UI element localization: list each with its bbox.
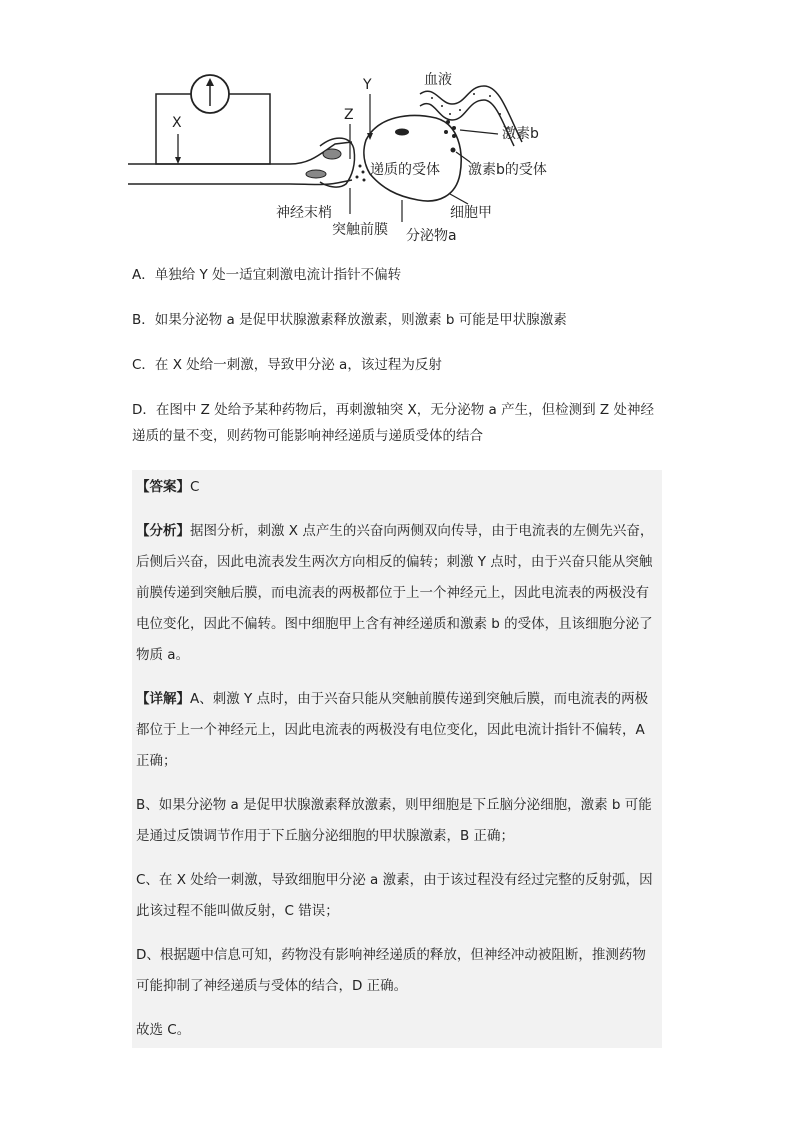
detail-b-paragraph: B、如果分泌物 a 是促甲状腺激素释放激素，则甲细胞是下丘脑分泌细胞，激素 b 可能是通过反馈调节作用于下丘脑分泌细胞的甲状腺激素，B 正确； bbox=[136, 797, 652, 844]
detail-label: 【详解】 bbox=[136, 691, 190, 707]
label-nerve-terminal: 神经末梢 bbox=[276, 205, 332, 221]
label-secretion-a: 分泌物a bbox=[406, 228, 457, 244]
answer-value: C bbox=[190, 479, 200, 495]
option-d: D．在图中 Z 处给予某种药物后，再刺激轴突 X，无分泌物 a 产生，但检测到 Z 处神经 bbox=[132, 402, 654, 418]
answer-line bbox=[132, 472, 662, 503]
nerve-terminal-shape bbox=[320, 138, 355, 187]
option-a: A．单独给 Y 处一适宜刺激电流计指针不偏转 bbox=[132, 267, 402, 283]
label-blood: 血液 bbox=[424, 72, 452, 88]
detail-a-text: A、刺激 Y 点时，由于兴奋只能从突触前膜传递到突触后膜，而电流表的两极都位于上一个神经元上，因此电流表的两极没有电位变化，因此电流计指针不偏转，A 正确； bbox=[136, 691, 649, 769]
detail-a-paragraph bbox=[132, 684, 662, 777]
answer-label: 【答案】 bbox=[136, 479, 190, 495]
axon-bottom bbox=[128, 180, 352, 185]
conclusion: 故选 C。 bbox=[136, 1022, 191, 1038]
diagram-svg bbox=[120, 64, 580, 254]
label-cell-jia: 细胞甲 bbox=[450, 205, 492, 221]
label-transmitter-receptor: 递质的受体 bbox=[370, 162, 440, 178]
label-hormone-b: 激素b bbox=[502, 126, 539, 142]
option-d-continued: 递质的量不变，则药物可能影响神经递质与递质受体的结合 bbox=[132, 428, 483, 444]
analysis-paragraph bbox=[132, 516, 662, 671]
axon-top bbox=[128, 142, 352, 164]
label-hormone-b-receptor: 激素b的受体 bbox=[468, 162, 547, 178]
option-b: B．如果分泌物 a 是促甲状腺激素释放激素，则激素 b 可能是甲状腺激素 bbox=[132, 312, 567, 328]
blood-vessel-bottom bbox=[420, 100, 514, 146]
label-z: Z bbox=[344, 107, 354, 123]
vesicle bbox=[306, 170, 326, 178]
detail-d-paragraph: D、根据题中信息可知，药物没有影响神经递质的释放，但神经冲动被阻断，推测药物可能抑制了神经递质与受体的结合，D 正确。 bbox=[136, 947, 646, 994]
neuron-diagram bbox=[120, 64, 580, 254]
option-c: C．在 X 处给一刺激，导致甲分泌 a，该过程为反射 bbox=[132, 357, 442, 373]
analysis-label: 【分析】 bbox=[136, 523, 190, 539]
vesicle bbox=[323, 149, 341, 159]
answer-explanation bbox=[132, 470, 662, 1048]
label-y: Y bbox=[363, 77, 372, 93]
label-presynaptic-membrane: 突触前膜 bbox=[332, 222, 388, 238]
x-arrowhead-icon bbox=[175, 157, 181, 164]
analysis-text: 据图分析，刺激 X 点产生的兴奋向两侧双向传导，由于电流表的左侧先兴奋，后侧后兴奋，因此电流表发生两次方向相反的偏转；刺激 Y 点时，由于兴奋只能从突触前膜传递到突触后膜，而电流表的两极都位于上一个神经元上，因此电流表的两极没有电位变化，因此不偏转。图中细胞甲上含有神经递质和激素 b 的受体，且该细胞分泌了物质 a。 bbox=[136, 523, 654, 663]
option-list bbox=[132, 262, 672, 449]
nucleus bbox=[395, 129, 409, 136]
cell-jia-shape bbox=[364, 116, 461, 201]
label-x: X bbox=[172, 115, 182, 131]
detail-c-paragraph: C、在 X 处给一刺激，导致细胞甲分泌 a 激素，由于该过程没有经过完整的反射弧，因此该过程不能叫做反射，C 错误； bbox=[136, 872, 653, 919]
